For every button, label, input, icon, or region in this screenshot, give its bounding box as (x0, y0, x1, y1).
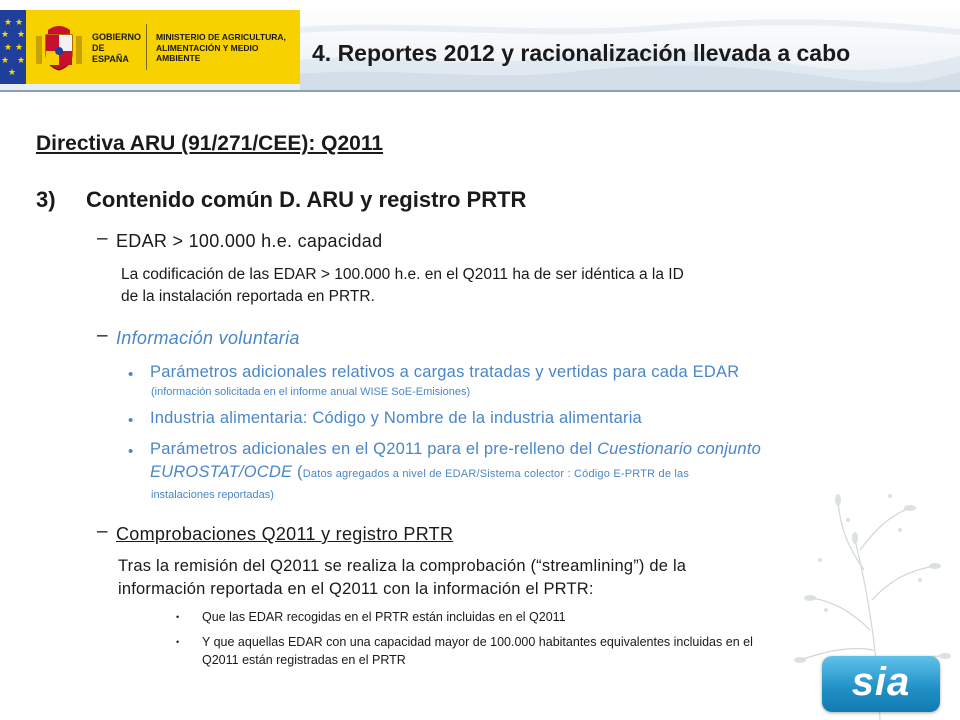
subheading-checks: Comprobaciones Q2011 y registro PRTR (116, 524, 454, 544)
dash-marker: – (97, 228, 108, 249)
bullet-dot-icon: • (176, 612, 180, 622)
bullet-text-part: ( (292, 463, 303, 481)
logo-divider (146, 24, 147, 70)
government-logo (0, 10, 300, 84)
questionnaire-name: EUROSTAT/OCDE (150, 463, 293, 481)
edar-paragraph-line: de la instalación reportada en PRTR. (121, 288, 375, 305)
edar-paragraph-line: La codificación de las EDAR > 100.000 h.e. en el Q2011 ha de ser idéntica a la ID (121, 266, 684, 283)
item-title: Contenido común D. ARU y registro PRTR (86, 187, 527, 212)
slide-title: 4. Reportes 2012 y racionalización llevada a cabo (312, 40, 851, 66)
bullet-dot-icon: • (128, 366, 134, 383)
subheading-edar: EDAR > 100.000 h.e. capacidad (116, 231, 383, 251)
sia-logo (822, 656, 940, 712)
dash-marker: – (97, 521, 108, 542)
bullet-note: Datos agregados a nivel de EDAR/Sistema colector : Código E-PRTR de las (302, 468, 690, 480)
bullet-note: instalaciones reportadas) (151, 489, 274, 501)
sia-logo-text: sia (851, 660, 911, 704)
coat-of-arms-icon (34, 22, 84, 72)
bullet-text (150, 463, 689, 482)
government-label: GOBIERNO DE ESPAÑA (92, 32, 142, 64)
bullet-text: Industria alimentaria: Código y Nombre de la industria alimentaria (150, 409, 642, 427)
header-bar (0, 0, 960, 90)
subheading-voluntary: Información voluntaria (116, 328, 300, 348)
check-bullet-text: Y que aquellas EDAR con una capacidad mayor de 100.000 habitantes equivalentes incluidas en el (202, 635, 753, 649)
section-title: Directiva ARU (91/271/CEE): Q2011 (36, 132, 384, 155)
header-divider (0, 90, 960, 92)
eu-flag-icon: ★ ★ ★ ★ ★ ★ ★ ★ ★ (0, 10, 26, 84)
checks-paragraph-line: Tras la remisión del Q2011 se realiza la comprobación (“streamlining”) de la (118, 557, 687, 575)
questionnaire-name: Cuestionario conjunto (597, 440, 761, 458)
bullet-text: Parámetros adicionales relativos a cargas tratadas y vertidas para cada EDAR (150, 363, 740, 381)
ministry-label: MINISTERIO DE AGRICULTURA, ALIMENTACIÓN Y MEDIO AMBIENTE (156, 32, 286, 63)
bullet-text (150, 440, 761, 459)
bullet-dot-icon: • (176, 637, 180, 647)
bullet-dot-icon: • (128, 443, 134, 460)
bullet-text-part: Parámetros adicionales en el Q2011 para el pre-relleno del (150, 440, 598, 458)
dash-marker: – (97, 325, 108, 346)
checks-paragraph-line: información reportada en el Q2011 con la información el PRTR: (118, 580, 594, 598)
item-number: 3) (36, 187, 56, 212)
bullet-note: (información solicitada en el informe anual WISE SoE-Emisiones) (151, 386, 471, 398)
check-bullet-text: Que las EDAR recogidas en el PRTR están incluidas en el Q2011 (202, 610, 566, 624)
check-bullet-text: Q2011 están registradas en el PRTR (202, 653, 406, 667)
bullet-dot-icon: • (128, 412, 134, 429)
